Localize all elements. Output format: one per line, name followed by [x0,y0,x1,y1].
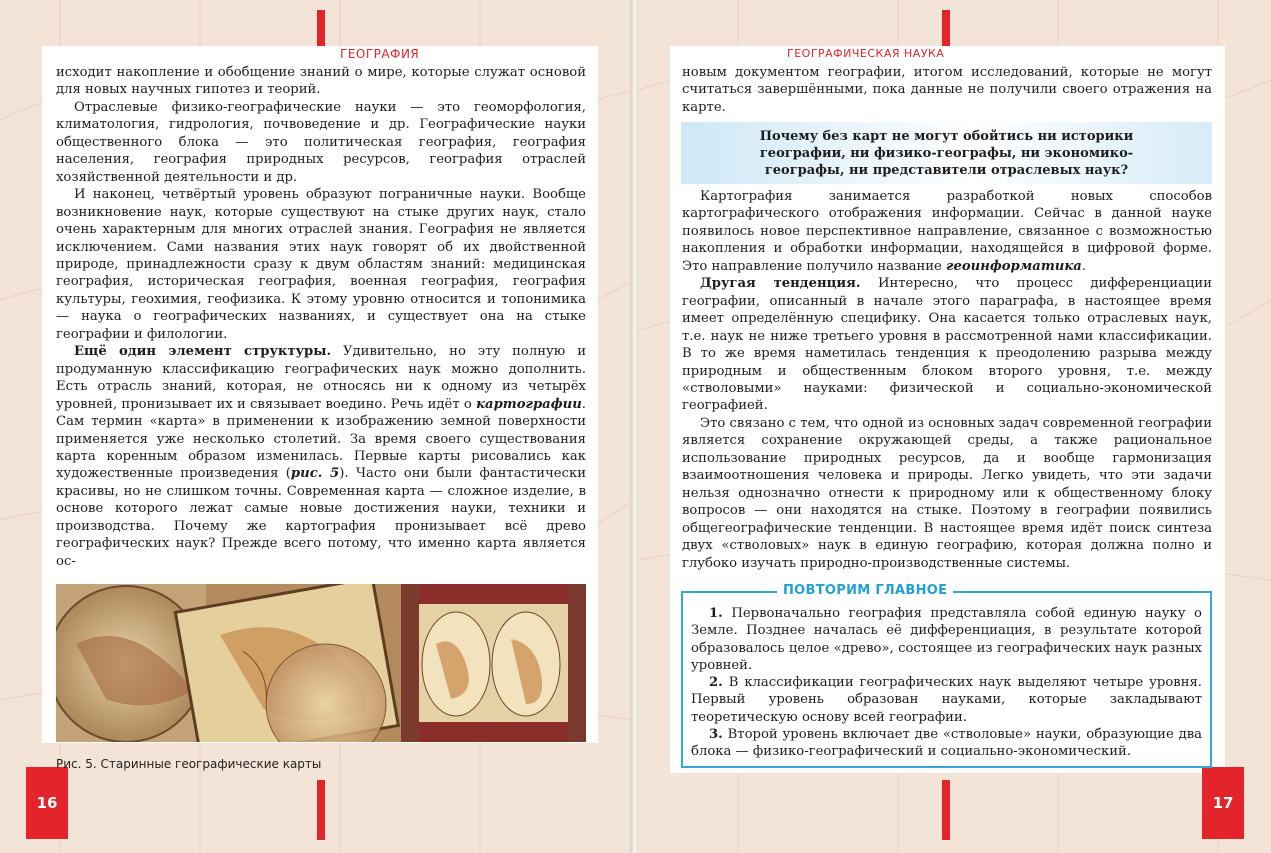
paragraph: И наконец, четвёртый уровень образуют пограничные науки. Вообще возникновение наук, которые существуют на стыке других наук, стало очень характерным для многих отраслей знания. География не является исключением. Сами названия этих наук говорят об их двойственной природе, принадлежности сразу к двум областям знаний: медицинская география, историческая география, военная география, география культуры, геохимия, геофизика. К этому уровню относится и топонимика — наука о географических названиях, и существует она на стыке географии и филологии. [56,187,586,342]
summary-item-text: В классификации географических наук выделяют четыре уровня. Первый уровень образован науками, которые закладывают теоретическую основу всей географии. [691,675,1202,725]
question-text: Почему без карт не могут обойтись ни историки географии, ни физико-географы, ни экономико-географы, ни представители отраслевых наук? [759,128,1134,178]
term-geoinformatics: геоинформатика [946,258,1082,274]
paragraph: Это связано с тем, что одной из основных задач современной географии является сохранение окружающей среды, а также рациональное использование природных ресурсов, да и вообще гармонизация взаимоотношения человека и природы. Легко увидеть, что эти задачи нельзя однозначно отнести к природному или к общественному блоку вопросов — они находятся на стыке. Поэтому в географии появились общегеографические тенденции. В настоящее время идёт поиск синтеза двух «стволовых» наук в единую географию, которая должна полно и глубоко изучать природно-производственные системы. [682,415,1212,571]
paragraph [682,275,1212,415]
summary-item-number: 2. [709,675,723,691]
summary-text [691,605,1202,761]
summary-title: ПОВТОРИМ ГЛАВНОЕ [777,583,953,598]
right-body-text [682,188,1212,572]
term-cartography: картографии [476,396,582,412]
running-head-right: ГЕОГРАФИЧЕСКАЯ НАУКА [787,47,945,60]
summary-item-text: Первоначально география представляла собой единую науку о Земле. Позднее началась её дифференциация, в результате которой образовалось целое «древо», состоящее из географических наук разных уровней. [691,606,1202,673]
paragraph [56,343,586,570]
map-illustration [56,584,586,742]
paragraph-text: . Сам термин «карта» в применении к изображению земной поверхности применяется уже несколько столетий. За время своего существования карта коренным образом изменилась. Первые карты рисовались как художественные произведения ( [56,396,586,482]
summary-box [681,583,1212,768]
paragraph: Отраслевые физико-географические науки — это геоморфология, климатология, гидрология, почвоведение и др. Географические науки общественного блока — это политическая география, география населения, география природных ресурсов, география отраслей хозяйственной деятельности и др. [56,99,586,185]
question-box [681,122,1212,184]
paragraph-text: Интересно, что процесс дифференциации географии, описанный в начале этого параграфа, в настоящее время имеет определённую специфику. Она касается только отраслевых наук, т.е. наук не ниже третьего уровня в рассмотренной нами классификации. В то же время наметилась тенденция к преодолению разрыва между природным и общественным блоком второго уровня, т.е. между «стволовыми» науками: физической и социально-экономической географией. [682,276,1212,414]
left-body-text [56,64,586,570]
paragraph-lead: Другая тенденция. [700,276,861,292]
summary-item-number: 1. [709,606,723,621]
left-bottom-red-bar [317,780,325,840]
paragraph-end: . [1081,258,1087,274]
summary-item [691,726,1202,761]
paragraph: исходит накопление и обобщение знаний о мире, которые служат основой для новых научных гипотез и теорий. [56,65,586,98]
running-head-left: ГЕОГРАФИЯ [340,47,420,61]
figure-caption: Рис. 5. Старинные географические карты [56,757,322,771]
summary-item-number: 3. [709,727,723,743]
paragraph-text: Картография занимается разработкой новых способов картографического отображения информации. Сейчас в данной науке появилось новое перспективное направление, связанное с возможностью накопления и обработки информации, находящейся в цифровой форме. Это направление получило название [682,189,1212,274]
figure-reference: рис. 5 [290,466,340,482]
paragraph-lead: Ещё один элемент структуры. [74,344,332,360]
paragraph [682,188,1212,275]
summary-item-text: Второй уровень включает две «стволовые» науки, образующие два блока — физико-географический и социально-экономический. [691,727,1202,760]
paragraph-text: ). Часто они были фантастически красивы, но не слишком точны. Современная карта — сложное изделие, в основе которого лежат самые новые достижения науки, техники и производства. Почему же картография пронизывает всё древо географических наук? Прежде всего потому, что именно карта является ос- [56,466,587,569]
paragraph: новым документом географии, итогом исследований, которые не могут считаться завершёнными, пока данные не получили своего отражения на карте. [682,65,1212,115]
summary-item [691,674,1202,726]
paragraph-text: Удивительно, но эту полную и продуманную классификацию географических наук можно дополнить. Есть отрасль знаний, которая, не относясь ни к одному из четырёх уровней, пронизывает их и связывает воедино. Речь идёт о [56,344,586,412]
right-bottom-red-bar [942,780,950,840]
page-number: 16 [26,767,68,839]
right-intro-text [682,64,1212,116]
page-number: 17 [1202,767,1244,839]
summary-item [691,605,1202,674]
